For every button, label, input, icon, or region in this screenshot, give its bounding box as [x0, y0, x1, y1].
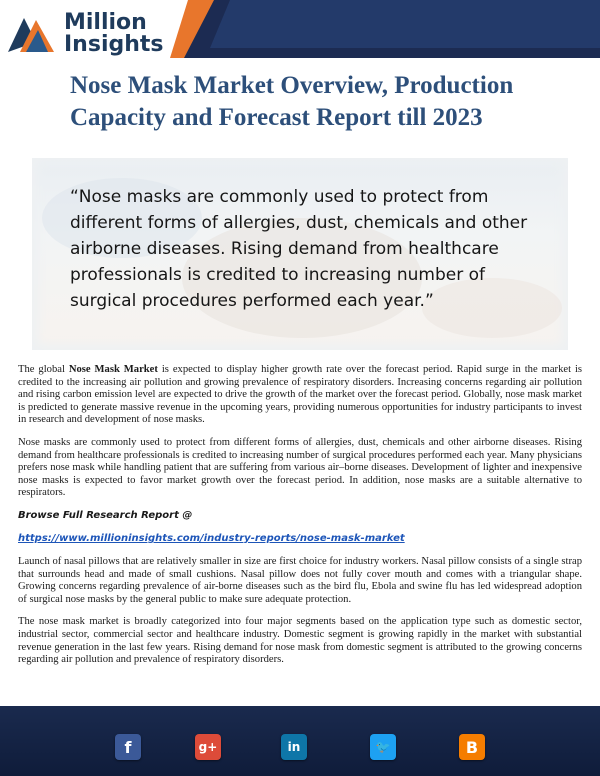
page-header	[0, 0, 600, 62]
paragraph-nasal-pillows: Launch of nasal pillows that are relatively smaller in size are first choice for industry workers. Nasal pillow consists of a single strap that surrounds head and made of small cushions. Nasal pillow does not fully cover mouth and comes with a triangular shape. Growing concerns regarding prevalence of air-borne diseases such as the bird flu, Ebola and swine flu has led widespread adoption of surgical nose masks by the general public to make sure adequate protection.	[18, 555, 582, 605]
brand-name-line1: Million	[64, 10, 147, 35]
paragraph-segments: The nose mask market is broadly categorized into four major segments based on the application type such as domestic sector, industrial sector, commercial sector and healthcare industry. Domestic segment is growing rapidly in the market with substantial revenue generation in the last few years. Rising demand for nose mask from domestic segment is attributed to the growing concerns regarding air pollution and prevalence of respiratory disorders.	[18, 616, 582, 666]
twitter-icon[interactable]: 🐦	[370, 734, 396, 760]
page-footer	[0, 706, 600, 776]
facebook-icon[interactable]: f	[115, 734, 141, 760]
brand-name-line2: Insights	[64, 32, 164, 57]
google-plus-icon[interactable]: g+	[195, 734, 221, 760]
quote-text: “Nose masks are commonly used to protect from different forms of allergies, dust, chemicals and other airborne diseases. Rising demand from healthcare professionals is credited to increasing number of surgical procedures performed each year.”	[70, 187, 528, 311]
browse-report-label: Browse Full Research Report @	[18, 509, 193, 521]
paragraph-applications: Nose masks are commonly used to protect from different forms of allergies, dust, chemicals and other airborne diseases. Rising demand from healthcare professionals is credited to increasing number of surgical procedures performed each year. Many physicians prefers nose mask while handling patient that are suffering from various air–borne diseases. Development of lighter and inexpensive nose masks is expected to favor market growth over the forecast period. In addition, nose masks are a suitable alternative to respirators.	[18, 436, 582, 499]
paragraph-intro-lead: The global	[18, 364, 69, 375]
article-body	[18, 364, 582, 677]
header-decorative-band	[170, 0, 600, 58]
paragraph-intro-rest: is expected to display higher growth rate over the forecast period. Rapid surge in the market is credited to the increasing air pollution and growing prevalence of respiratory disorders. Increasing concerns regarding air pollution and rising carbon emission level are expected to drive the growth of the market over the forecast period. Globally, nose mask market is predicted to generate massive revenue in the upcoming years, providing numerous opportunities for industry participants to invest in research and development of nose masks.	[18, 364, 583, 426]
brand-logo[interactable]	[6, 6, 164, 57]
quote-banner	[32, 158, 568, 350]
paragraph-intro	[18, 364, 582, 427]
report-link[interactable]: https://www.millioninsights.com/industry-reports/nose-mask-market	[18, 532, 405, 544]
blogger-icon[interactable]: B	[459, 734, 485, 760]
brand-logo-mark-icon	[6, 10, 58, 54]
market-name: Nose Mask Market	[68, 364, 158, 375]
page-title: Nose Mask Market Overview, Production Capacity and Forecast Report till 2023	[70, 72, 514, 131]
linkedin-icon[interactable]: in	[281, 734, 307, 760]
